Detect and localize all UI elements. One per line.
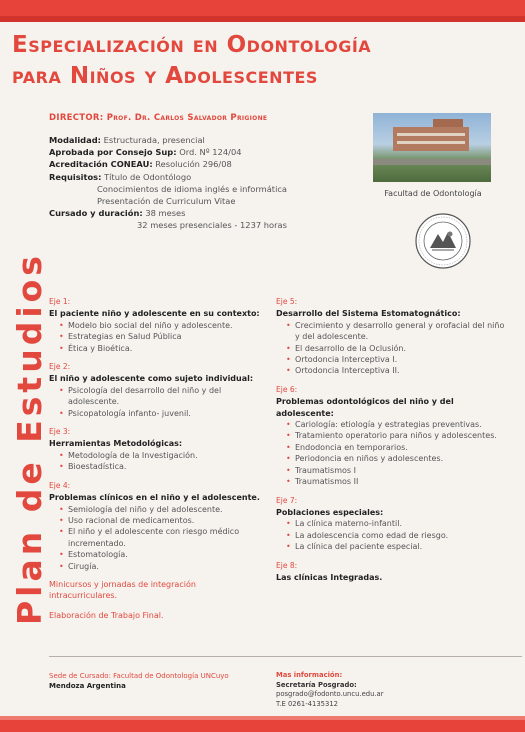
photo-caption: Facultad de Odontología: [384, 189, 482, 198]
aprobada-row: [49, 146, 287, 158]
list-item: • Estomatología.: [59, 549, 264, 560]
list-item: • Psicopatología infanto- juvenil.: [59, 408, 264, 419]
eje-item-list: [49, 504, 264, 572]
acreditacion-row: [49, 158, 287, 170]
eje-item-list: [276, 320, 506, 377]
footer-contact: [276, 671, 384, 709]
sede-value: Facultad de Odontología UNCuyo: [113, 672, 229, 680]
list-item: • Psicología del desarrollo del niño y del adolescente.: [59, 385, 264, 408]
eje-block: [276, 384, 506, 488]
curriculum-left-column: [49, 296, 264, 629]
title-line-2: para Niños y Adolescentes: [12, 63, 318, 89]
secretaria-label: Secretaría Posgrado:: [276, 680, 357, 689]
eje-heading: El paciente niño y adolescente en su contexto:: [49, 309, 260, 319]
list-item: • Periodoncia en niños y adolescentes.: [286, 453, 506, 464]
list-item: • La clínica materno-infantil.: [286, 518, 506, 529]
eje-block: [276, 495, 506, 553]
director: DIRECTOR: Prof. Dr. Carlos Salvador Prigione: [49, 113, 268, 123]
eje-heading: Problemas odontológicos del niño y del adolescente:: [276, 397, 454, 418]
info-label: Mas información:: [276, 671, 343, 679]
extras: [49, 579, 264, 622]
extra-item: Minicursos y jornadas de integración intracurriculares.: [49, 579, 196, 601]
footer-sede: [49, 671, 229, 691]
curriculum-right-column: [276, 296, 506, 590]
eje-number: Eje 3:: [49, 427, 71, 437]
list-item: • Crecimiento y desarrollo general y orofacial del niño y del adolescente.: [286, 320, 506, 343]
list-item: • Bioestadística.: [59, 461, 264, 472]
list-item: • Ética y Bioética.: [59, 343, 264, 354]
list-item: • Endodoncia en temporarios.: [286, 442, 506, 453]
acreditacion-label: Acreditación CONEAU:: [49, 159, 153, 170]
modalidad-label: Modalidad:: [49, 135, 101, 145]
eje-heading: El niño y adolescente como sujeto individual:: [49, 374, 254, 384]
program-info: [49, 134, 287, 232]
cursado-label: Cursado y duración:: [49, 208, 143, 219]
eje-block: [276, 560, 506, 584]
top-bar: [0, 0, 525, 22]
list-item: • Modelo bio social del niño y adolescente.: [59, 320, 264, 331]
contact-phone: T.E 0261-4135312: [276, 699, 338, 708]
bottom-bar: [0, 716, 525, 732]
eje-number: Eje 7:: [276, 495, 298, 505]
eje-heading: Las clínicas Integradas.: [276, 572, 383, 582]
list-item: • Traumatismos II: [286, 476, 506, 487]
eje-number: Eje 1:: [49, 297, 71, 306]
eje-number: Eje 5:: [276, 297, 298, 306]
requisitos-value-1: Título de Odontólogo: [104, 171, 192, 182]
eje-heading: Herramientas Metodológicas:: [49, 439, 183, 449]
list-item: • La adolescencia como edad de riesgo.: [286, 530, 506, 541]
eje-item-list: [49, 385, 264, 419]
list-item: • Ortodoncia Interceptiva I.: [286, 354, 506, 365]
list-item: • Ortodoncia Interceptiva II.: [286, 365, 506, 376]
requisitos-row: [49, 171, 287, 183]
list-item: • Estrategias en Salud Pública: [59, 331, 264, 342]
footer-divider: [49, 656, 522, 657]
eje-block: [49, 426, 264, 473]
eje-number: Eje 4:: [49, 480, 71, 490]
sede-city: Mendoza Argentina: [49, 682, 126, 690]
plan-de-estudios-label: Plan de Estudios: [10, 252, 49, 625]
photo-windows-1: [397, 133, 465, 136]
photo-windows-2: [397, 141, 465, 144]
list-item: • El desarrollo de la Oclusión.: [286, 343, 506, 354]
cursado-row: [49, 207, 287, 219]
list-item: • Metodología de la Investigación.: [59, 450, 264, 461]
contact-email[interactable]: posgrado@fodonto.uncu.edu.ar: [276, 690, 384, 699]
modalidad-value: Estructurada, presencial: [103, 135, 205, 145]
eje-heading: Poblaciones especiales:: [276, 507, 384, 517]
list-item: • Traumatismos I: [286, 465, 506, 476]
eje-heading: Desarrollo del Sistema Estomatognático:: [276, 309, 461, 319]
list-item: • Uso racional de medicamentos.: [59, 515, 264, 526]
eje-heading: Problemas clínicos en el niño y el adolescente.: [49, 493, 260, 503]
page-title: [12, 30, 517, 92]
cursado-value-2: 32 meses presenciales - 1237 horas: [137, 220, 287, 231]
eje-number: Eje 2:: [49, 362, 71, 372]
aprobada-label: Aprobada por Consejo Sup:: [49, 147, 177, 158]
list-item: • Tratamiento operatorio para niños y adolescentes.: [286, 430, 506, 441]
eje-item-list: [49, 450, 264, 473]
list-item: • El niño y el adolescente con riesgo médico incrementado.: [59, 526, 264, 549]
eje-number: Eje 8:: [276, 560, 298, 570]
eje-block: [49, 480, 264, 572]
requisitos-label: Requisitos:: [49, 171, 102, 182]
list-item: • La clínica del paciente especial.: [286, 541, 506, 552]
sede-label: Sede de Cursado:: [49, 672, 111, 680]
eje-item-list: [276, 518, 506, 552]
eje-block: [276, 296, 506, 377]
requisitos-value-2: Conocimientos de idioma inglés e informática: [97, 183, 288, 194]
university-seal-icon: [414, 212, 472, 270]
list-item: • Semiología del niño y del adolescente.: [59, 504, 264, 515]
aprobada-value: Ord. Nº 124/04: [179, 147, 242, 158]
extra-item: Elaboración de Trabajo Final.: [49, 610, 164, 620]
acreditacion-value: Resolución 296/08: [155, 159, 232, 170]
faculty-building-photo: [373, 113, 491, 182]
photo-road: [373, 159, 491, 165]
list-item: • Cirugía.: [59, 561, 264, 572]
eje-number: Eje 6:: [276, 384, 298, 394]
eje-item-list: [276, 419, 506, 487]
sede-row: [49, 671, 229, 681]
top-bar-shade: [0, 16, 525, 22]
list-item: • Cariología: etiología y estrategias preventivas.: [286, 419, 506, 430]
photo-building: [393, 127, 469, 151]
bottom-bar-shade: [0, 716, 525, 720]
requisitos-value-3: Presentación de Curriculum Vitae: [97, 196, 236, 207]
eje-item-list: [49, 320, 264, 354]
modalidad-row: [49, 134, 287, 146]
cursado-value-1: 38 meses: [145, 208, 186, 219]
eje-block: [49, 361, 264, 419]
title-line-1: Especialización en Odontología: [12, 32, 372, 58]
eje-block: [49, 296, 264, 354]
